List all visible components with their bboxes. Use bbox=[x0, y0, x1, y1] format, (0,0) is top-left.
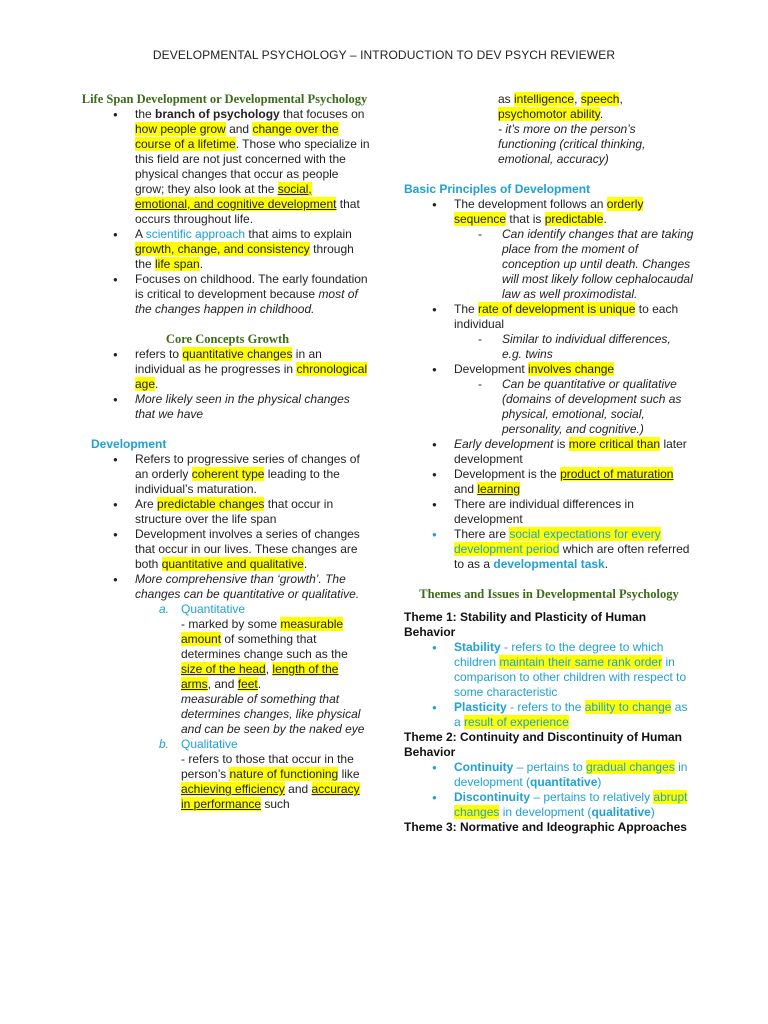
list-item: ● Refers to progressive series of changes of an orderly coherent type leading to the individual’s maturation. bbox=[85, 452, 370, 497]
principles-list-continued bbox=[404, 527, 694, 572]
list-item: ● The rate of development is unique to each individual - Similar to individual differences, e.g. twins bbox=[404, 302, 694, 362]
life-span-list bbox=[85, 107, 370, 317]
sub-item: - Similar to individual differences, e.g. twins bbox=[454, 332, 694, 362]
heading-theme-1: Theme 1: Stability and Plasticity of Human Behavior bbox=[404, 610, 647, 639]
list-item-qualitative: b. Qualitative - refers to those that occur in the person’s nature of functioning like achieving efficiency and accuracy in performance such bbox=[159, 737, 360, 811]
list-item: ● Plasticity - refers to the ability to change as a result of experience bbox=[404, 700, 694, 730]
list-item: ● Development is the product of maturation and learning bbox=[404, 467, 694, 497]
list-item: ● Continuity – pertains to gradual changes in development (quantitative) bbox=[404, 760, 694, 790]
list-item: ● Development involves change - Can be quantitative or qualitative (domains of development such as physical, emotional, social, personality, and cognitive.) bbox=[404, 362, 694, 437]
right-column bbox=[404, 92, 694, 835]
left-column bbox=[81, 92, 370, 812]
list-item: ● There are social expectations for every development period which are often referred to as a developmental task. bbox=[404, 527, 694, 572]
list-item: ● Development involves a series of changes that occur in our lives. These changes are both quantitative and qualitative. bbox=[85, 527, 370, 572]
list-item: ● refers to quantitative changes in an individual as he progresses in chronological age. bbox=[85, 347, 370, 392]
list-item: ● Focuses on childhood. The early foundation is critical to development because most of the changes happen in childhood. bbox=[85, 272, 370, 317]
list-item: ● Stability - refers to the degree to which children maintain their same rank order in comparison to other children with respect to some characteristic bbox=[404, 640, 694, 700]
heading-themes: Themes and Issues in Developmental Psychology bbox=[419, 587, 679, 601]
development-list bbox=[85, 452, 370, 602]
list-item: ● There are individual differences in development bbox=[404, 497, 694, 527]
list-item: ● the branch of psychology that focuses on how people grow and change over the course of a lifetime. Those who specialize in this field are not just concerned with the physical changes that occur as people grow; they also look at the social, emotional, and cognitive development that occurs throughout life. bbox=[85, 107, 370, 227]
list-item: ● Early development is more critical than later development bbox=[404, 437, 694, 467]
heading-basic-principles: Basic Principles of Development bbox=[404, 182, 591, 196]
qualitative-continued: as intelligence, speech, psychomotor ability. - it’s more on the person’s functioning (critical thinking, emotional, accuracy) bbox=[498, 92, 646, 166]
document-title: DEVELOPMENTAL PSYCHOLOGY – INTRODUCTION TO DEV PSYCH REVIEWER bbox=[152, 48, 616, 62]
principles-list bbox=[404, 197, 694, 527]
heading-growth: Core Concepts Growth bbox=[165, 332, 290, 346]
sub-item: - Can be quantitative or qualitative (domains of development such as physical, emotional, social, personality, and cognitive.) bbox=[454, 377, 694, 437]
list-item: ● Discontinuity – pertains to relatively abrupt changes in development (qualitative) bbox=[404, 790, 694, 820]
growth-list bbox=[85, 347, 370, 422]
list-item: ● The development follows an orderly sequence that is predictable. - Can identify changes that are taking place from the moment of conception up until death. Changes will most likely follow cephalocaudal law as well proximodistal. bbox=[404, 197, 694, 302]
list-item-quantitative: a. Quantitative - marked by some measurable amount of something that determines change such as the size of the head, length of the arms, and feet. measurable of something that determines changes, like physical and can be seen by the naked eye bbox=[159, 602, 365, 736]
heading-theme-3: Theme 3: Normative and Ideographic Approaches bbox=[404, 820, 687, 834]
list-item: ● Are predictable changes that occur in structure over the life span bbox=[85, 497, 370, 527]
development-types-list bbox=[135, 602, 370, 812]
list-item: ● More comprehensive than ‘growth’. The changes can be quantitative or qualitative. bbox=[85, 572, 370, 602]
theme-1-list bbox=[404, 640, 694, 730]
heading-theme-2: Theme 2: Continuity and Discontinuity of Human Behavior bbox=[404, 730, 683, 759]
theme-2-list bbox=[404, 760, 694, 820]
list-item: ● More likely seen in the physical changes that we have bbox=[85, 392, 370, 422]
heading-development: Development bbox=[91, 437, 167, 451]
list-item: ● A scientific approach that aims to explain growth, change, and consistency through the life span. bbox=[85, 227, 370, 272]
heading-life-span: Life Span Development or Developmental Psychology bbox=[81, 92, 368, 106]
sub-item: - Can identify changes that are taking place from the moment of conception up until death. Changes will most likely follow cephalocaudal law as well proximodistal. bbox=[454, 227, 694, 302]
